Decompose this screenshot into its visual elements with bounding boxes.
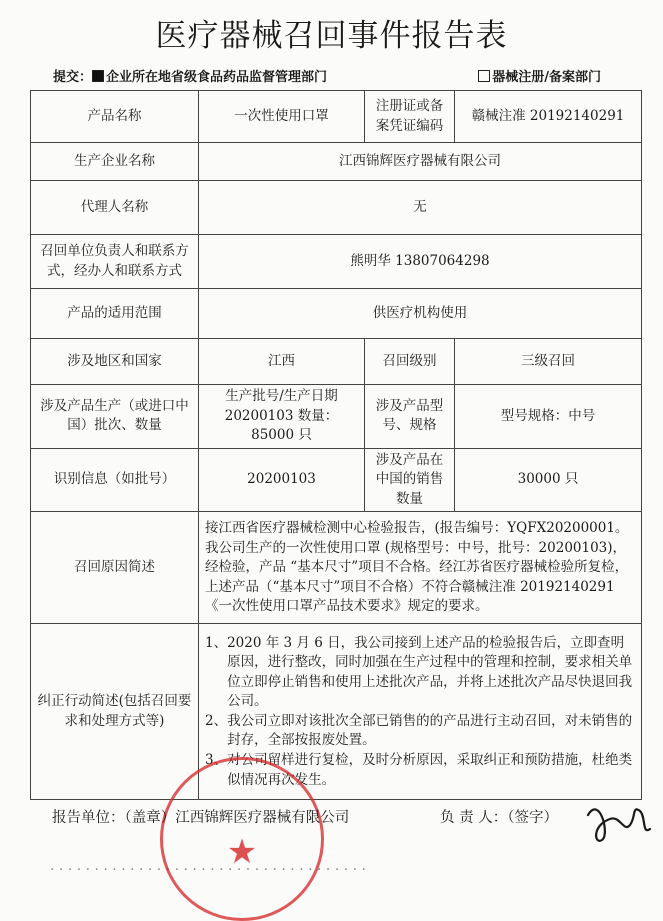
contact-value: 熊明华 13807064298 (199, 235, 642, 289)
table-row (31, 385, 642, 449)
report-unit-label: 报告单位：（盖章） (52, 810, 176, 826)
submit-option-provincial (53, 66, 327, 85)
model-value: 型号规格：中号 (455, 385, 642, 449)
scope-label: 产品的适用范围 (31, 289, 199, 339)
submit-label: 提交： (53, 70, 93, 85)
action-text: 我公司立即对该批次全部已销售的的产品进行主动召回，对未销售的封存，全部按报废处置。 (227, 712, 633, 749)
submit-option-registration (478, 66, 601, 85)
manufacturer-value: 江西锦辉医疗器械有限公司 (199, 143, 642, 181)
action-label: 纠正行动简述(包括召回要求和处理方式等) (31, 624, 199, 800)
model-label: 涉及产品型号、规格 (365, 385, 455, 449)
manufacturer-label: 生产企业名称 (31, 143, 199, 181)
seal-star-icon: ★ (226, 832, 258, 872)
agent-value: 无 (199, 181, 642, 235)
company-seal (160, 757, 324, 921)
cut-off-line: · · · · · · · · · · · · · · · · · · · · · · · · · · · · · · · · · · · · (50, 862, 366, 878)
report-unit (52, 806, 349, 827)
reason-value (199, 512, 642, 624)
sales-label: 涉及产品在中国的销售数量 (365, 448, 455, 512)
table-row (31, 143, 642, 181)
report-unit-value: 江西锦辉医疗器械有限公司 (175, 810, 350, 826)
region-label: 涉及地区和国家 (31, 339, 199, 385)
agent-label: 代理人名称 (31, 181, 199, 235)
batch-label: 涉及产品生产（或进口中国）批次、数量 (31, 385, 199, 449)
responsible-person-label: 负 责 人：（签字） (440, 810, 558, 826)
action-item (205, 634, 635, 712)
table-row (31, 624, 642, 800)
recall-report-table (30, 90, 642, 800)
region-value: 江西 (199, 339, 365, 385)
reason-label: 召回原因简述 (31, 512, 199, 624)
table-row (31, 448, 642, 512)
recall-level-label: 召回级别 (365, 339, 455, 385)
reg-no-value: 赣械注准 20192140291 (455, 91, 642, 143)
contact-label: 召回单位负责人和联系方式，经办人和联系方式 (31, 235, 199, 289)
submit-option2-text: 器械注册/备案部门 (492, 70, 601, 85)
action-text: 2020 年 3 月 6 日，我公司接到上述产品的检验报告后，立即查明原因，进行整改，同时加强在生产过程中的管理和控制，要求相关单位立即停止销售和使用上述批次产品，并将上述批次产品尽快退回我公司。 (227, 634, 633, 710)
reg-no-label: 注册证或备案凭证编码 (365, 91, 455, 143)
action-text: 对公司留样进行复检，及时分析原因，采取纠正和预防措施，杜绝类似情况再次发生。 (227, 752, 633, 788)
action-num: 3、 (205, 752, 228, 768)
action-num: 1、 (205, 634, 228, 651)
product-name-value: 一次性使用口罩 (199, 91, 365, 143)
table-row (31, 235, 642, 289)
table-row (31, 91, 642, 143)
action-item (205, 712, 635, 751)
sales-value: 30000 只 (455, 448, 642, 512)
submit-line (0, 66, 663, 86)
report-footer (0, 806, 663, 836)
table-row (31, 512, 642, 624)
table-row (31, 339, 642, 385)
product-name-label: 产品名称 (31, 91, 199, 143)
submit-option1-text: 企业所在地省级食品药品监督管理部门 (106, 70, 328, 85)
scope-value: 供医疗机构使用 (199, 289, 642, 339)
checked-box-icon (92, 70, 104, 82)
id-value: 20200103 (199, 448, 365, 512)
action-num: 2、 (205, 712, 228, 729)
unchecked-box-icon (478, 70, 490, 82)
batch-value: 生产批号/生产日期 20200103 数量：85000 只 (199, 385, 365, 449)
signature-icon (580, 785, 660, 855)
document-title: 医疗器械召回事件报告表 (155, 18, 508, 54)
table-row (31, 289, 642, 339)
reason-text: 接江西省医疗器械检测中心检验报告，(报告编号：YQFX20200001。我公司生产的一次性使用口罩 (规格型号：中号，批号：20200103)，经检验，产品 “基本尺寸”项目不合格。经江苏省医疗器械检验所复检，上述产品（“基本尺寸”项目不合格）不符合赣械注准 20192140291《一次性使用口罩产品技术要求》规定的要求。 (205, 519, 629, 615)
id-label: 识别信息（如批号） (31, 448, 199, 512)
recall-level-value: 三级召回 (455, 339, 642, 385)
table-row (31, 181, 642, 235)
